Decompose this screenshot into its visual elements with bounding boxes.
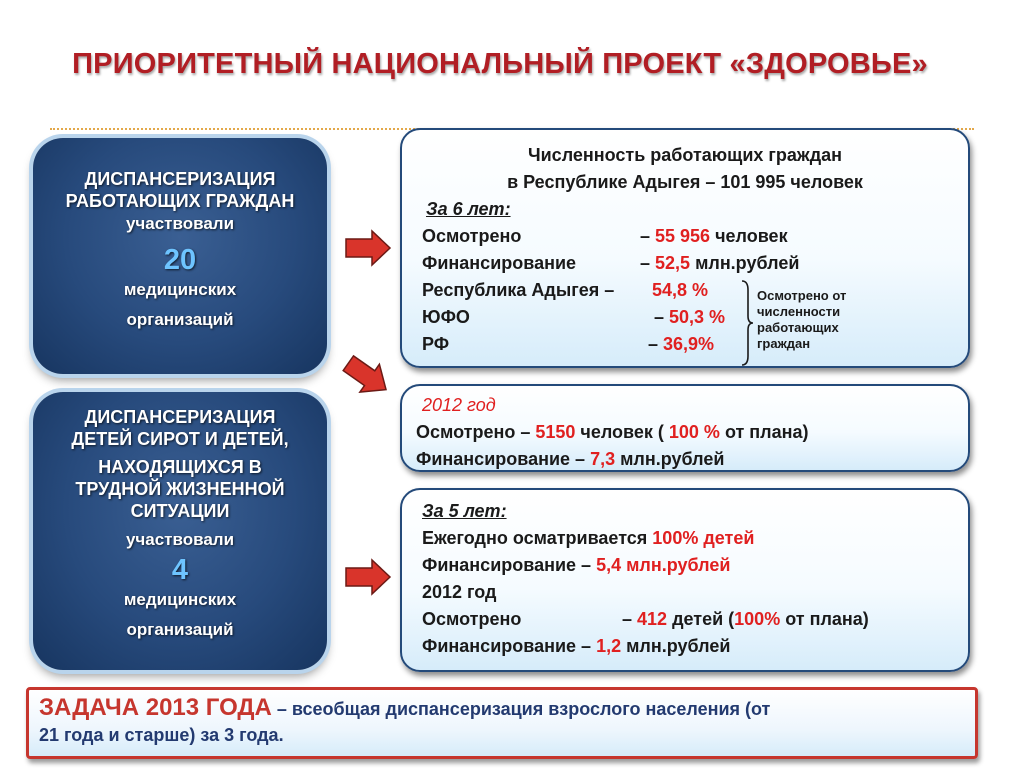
panel3-funding: Финансирование – 5,4 млн.рублей <box>422 555 731 575</box>
adult-screening-box <box>33 138 327 374</box>
panel2-examined: Осмотрено – 5150 человек ( 100 % от плана) <box>416 422 809 442</box>
children-panel <box>400 488 970 672</box>
brace-icon <box>740 280 754 366</box>
panel3-yearly: Ежегодно осматривается 100% детей <box>422 528 755 548</box>
task-body-1: – всеобщая диспансеризация взрослого населения (от <box>271 699 771 719</box>
stat-row: Финансирование – 52,5 млн.рублей <box>422 253 800 273</box>
arrow-right-icon <box>344 229 392 267</box>
employed-citizens-panel <box>400 128 970 368</box>
children-box-line3: НАХОДЯЩИХСЯ В <box>98 457 262 477</box>
children-box-number: 4 <box>171 554 189 586</box>
adult-box-line5: организаций <box>126 310 234 329</box>
panel3-period: За 5 лет: <box>422 501 507 521</box>
task-body-2: 21 года и старше) за 3 года. <box>39 725 284 745</box>
year-2012-panel <box>400 384 970 472</box>
children-box-line4: ТРУДНОЙ ЖИЗНЕННОЙ <box>75 479 285 499</box>
stat-row: Республика Адыгея – 54,8 % <box>422 280 709 300</box>
children-box-line8: организаций <box>126 620 234 639</box>
panel3-funding-2012: Финансирование – 1,2 млн.рублей <box>422 636 731 656</box>
adult-box-line1: ДИСПАНСЕРИЗАЦИЯ <box>84 169 276 189</box>
children-box-line7: медицинских <box>123 590 237 609</box>
children-box-line2: ДЕТЕЙ СИРОТ И ДЕТЕЙ, <box>71 429 289 449</box>
adult-box-number: 20 <box>163 244 197 276</box>
task-heading: ЗАДАЧА 2013 ГОДА <box>39 694 272 721</box>
children-box-line5: СИТУАЦИИ <box>130 501 230 521</box>
screening-note: Осмотрено от численности работающих граждан <box>757 288 847 351</box>
panel1-period: За 6 лет: <box>426 199 511 219</box>
panel2-period: 2012 год <box>422 395 496 415</box>
panel1-header2: в Республике Адыгея – 101 995 человек <box>507 172 863 192</box>
panel2-funding: Финансирование – 7,3 млн.рублей <box>416 449 725 469</box>
adult-box-line2: РАБОТАЮЩИХ ГРАЖДАН <box>65 191 295 211</box>
panel1-header1: Численность работающих граждан <box>527 145 843 165</box>
arrow-down-right-icon <box>340 352 396 402</box>
panel3-examined: Осмотрено – 412 детей (100% от плана) <box>422 609 869 629</box>
stat-row: Осмотрено – 55 956 человек <box>422 226 788 246</box>
task-2013-box <box>26 687 978 759</box>
adult-box-line3: участвовали <box>125 214 235 233</box>
children-box-line6: участвовали <box>125 530 235 549</box>
stat-row: РФ – 36,9% <box>422 334 715 354</box>
panel3-year: 2012 год <box>422 582 497 602</box>
stat-row: ЮФО – 50,3 % <box>422 307 726 327</box>
page-title: ПРИОРИТЕТНЫЙ НАЦИОНАЛЬНЫЙ ПРОЕКТ «ЗДОРОВЬЕ» <box>72 48 928 80</box>
arrow-right-icon-2 <box>344 558 392 596</box>
children-screening-box <box>33 392 327 670</box>
children-box-line1: ДИСПАНСЕРИЗАЦИЯ <box>84 407 276 427</box>
adult-box-line4: медицинских <box>123 280 237 299</box>
